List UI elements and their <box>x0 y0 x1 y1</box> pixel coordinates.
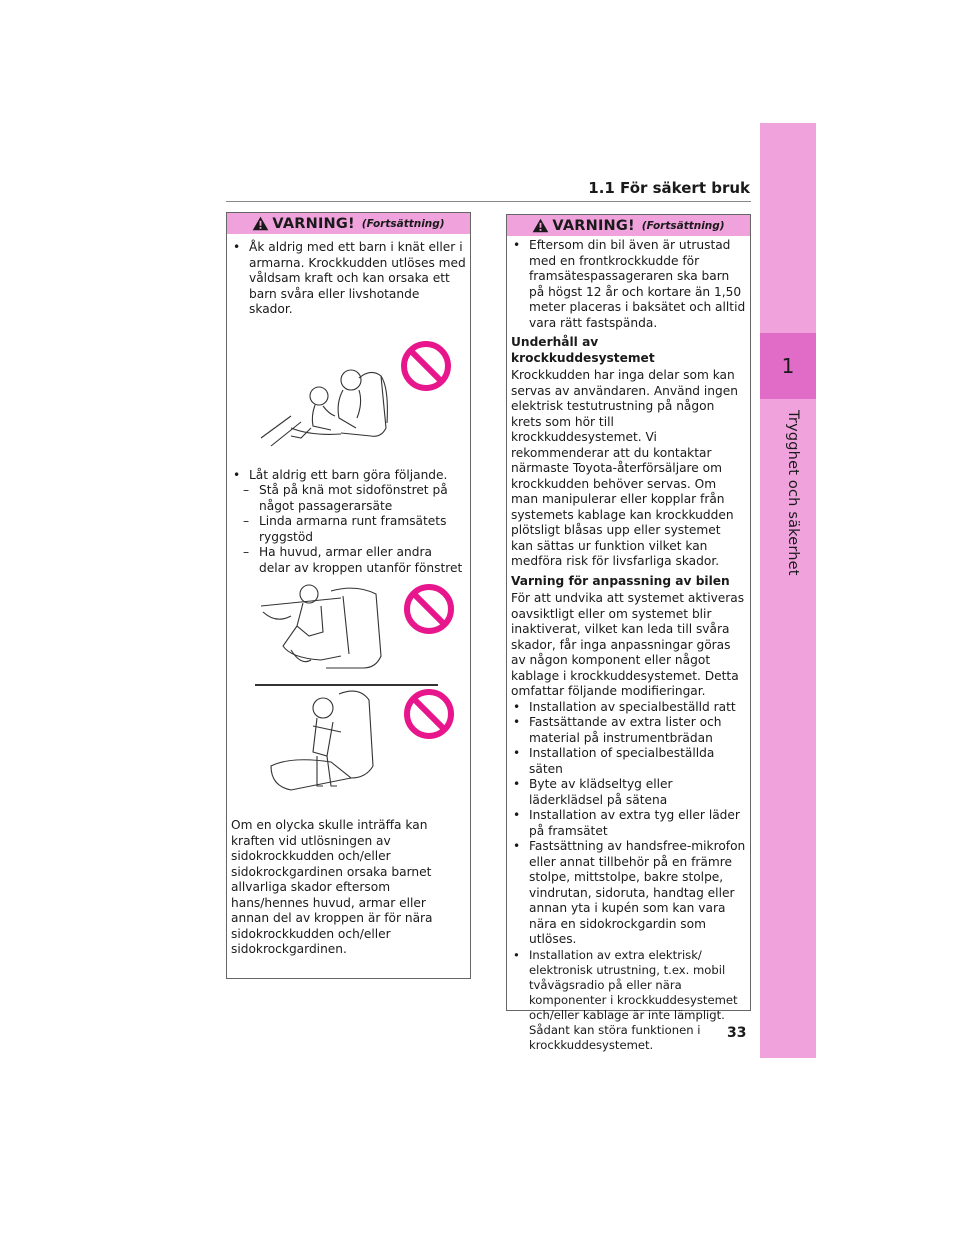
warning-title: VARNING! <box>272 215 355 232</box>
paragraph-modification: För att undvika att systemet aktiveras oavsiktligt eller om systemet blir inaktiverat, vilket kan leda till svåra skador, får inga anpassningar göras av någon komponent eller något kablage i krockkuddesystemet. Detta omfattar följande modifieringar. <box>511 591 745 698</box>
list-item: • Fastsättande av extra lister och material på instrumentbrädan <box>513 715 722 745</box>
list-item: – Linda armarna runt framsätets ryggstöd <box>243 514 447 544</box>
chapter-number: 1 <box>760 333 816 399</box>
paragraph-maintenance: Krockkudden har inga delar som kan servas av användaren. Använd ingen elektrisk testutrustning på någon krets som hör till krockkuddesystemet. Vi rekommenderar att du kontaktar närmaste Toyota-återförsäljare om krockkudden behöver servas. Om man manipulerar eller kopplar från systemets kablage kan krockkudden plötsligt blåsas upp eller systemet kan sättas ur funktion vilket kan medföra risk för livsfarliga skador. <box>511 368 738 568</box>
subheading-modification: Varning för anpassning av bilen <box>511 573 730 588</box>
list-item: • Installation av extra elektrisk/ elektronisk utrustning, t.ex. mobil tvåvägsradio på eller nära komponenter i krockkuddesystemet och/eller kablage är inte lämpligt. Sådant kan störa funktionen i krockkuddesystemet. <box>513 947 738 1052</box>
list-item: • Byte av klädseltyg eller läderklädsel på sätena <box>513 777 673 807</box>
warning-continued: (Fortsättning) <box>361 217 445 230</box>
warning-closing-text: Om en olycka skulle inträffa kan kraften vid utlösningen av sidokrockkudden och/eller sidokrockgardinen orsaka barnet allvarliga skador eftersom hans/hennes huvud, armar eller annan del av kroppen är för nära sidokrockkudden och/eller sidokrockgardinen. <box>231 818 433 956</box>
warning-header <box>507 215 750 236</box>
subheading-maintenance: Underhåll av krockkuddesystemet <box>511 335 655 365</box>
list-item: • Installation av specialbeställd ratt <box>513 699 736 714</box>
illustration-child-kneeling <box>231 576 466 684</box>
list-item: – Ha huvud, armar eller andra delar av kroppen utanför fönstret <box>243 545 463 575</box>
warning-box-left <box>226 212 471 979</box>
list-item: • Fastsättning av handsfree-mikrofon eller annat tillbehör på en främre stolpe, mittstolpe, bakre stolpe, vindrutan, sidoruta, handtag eller annan yta i kupén som kan vara nära en sidokrockgardin som utlöses. <box>513 839 746 946</box>
warning-title: VARNING! <box>552 217 635 234</box>
warning-continued: (Fortsättning) <box>641 219 725 232</box>
illustration-child-on-lap <box>231 318 466 468</box>
list-item: • Eftersom din bil även är utrustad med en frontkrockkudde för framsätespassageraren ska barn på högst 12 år och kortare än 1,50 meter placeras i baksätet och alltid vara rätt fastspända. <box>513 238 746 330</box>
section-header: 1.1 För säkert bruk <box>588 179 750 197</box>
illustration-child-hugging-seat <box>231 686 466 818</box>
warning-header <box>227 213 470 234</box>
chapter-side-tab <box>760 123 816 1058</box>
chapter-title: Trygghet och säkerhet <box>785 410 801 576</box>
list-item: – Stå på knä mot sidofönstret på något passagerarsäte <box>243 483 448 513</box>
list-item: • Åk aldrig med ett barn i knät eller i armarna. Krockkudden utlöses med våldsam kraft och kan orsaka ett barn svåra eller livshotande skador. <box>233 240 466 316</box>
list-item: • Installation av extra tyg eller läder på framsätet <box>513 808 740 838</box>
list-item: • Låt aldrig ett barn göra följande. <box>233 467 448 482</box>
list-item: • Installation of specialbeställda säten <box>513 746 715 776</box>
header-rule <box>226 201 751 202</box>
warning-triangle-icon <box>252 216 269 231</box>
warning-triangle-icon <box>532 218 549 233</box>
page-number: 33 <box>727 1025 747 1041</box>
